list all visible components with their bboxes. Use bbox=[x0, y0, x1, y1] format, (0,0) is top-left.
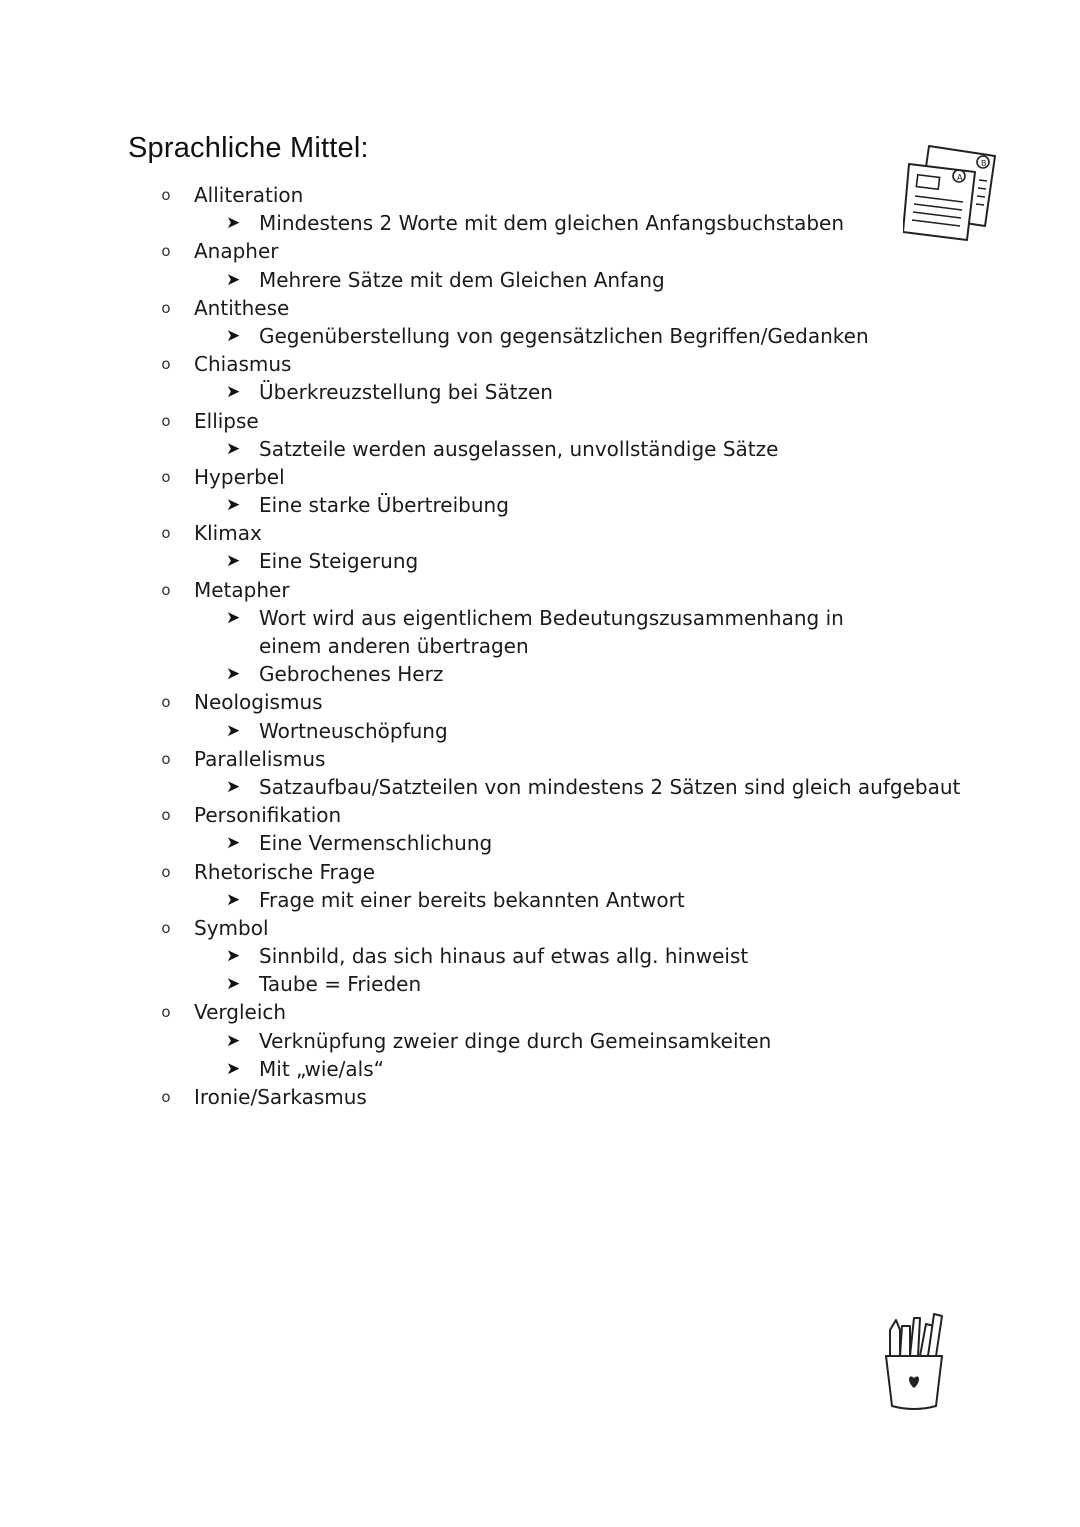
circle-bullet-icon: o bbox=[161, 749, 171, 768]
arrow-bullet-icon: ➤ bbox=[226, 213, 241, 234]
term-label: Neologismus bbox=[194, 690, 323, 715]
term-label: Hyperbel bbox=[194, 464, 285, 489]
term-detail bbox=[160, 1055, 960, 1083]
detail-text: Mindestens 2 Worte mit dem gleichen Anfangsbuchstaben bbox=[259, 211, 845, 236]
detail-text: Gebrochenes Herz bbox=[259, 662, 444, 687]
term-item bbox=[160, 998, 960, 1026]
term-label: Alliteration bbox=[194, 183, 304, 207]
circle-bullet-icon: o bbox=[161, 918, 171, 937]
arrow-bullet-icon: ➤ bbox=[226, 438, 241, 459]
pencil-cup-icon bbox=[880, 1310, 950, 1414]
detail-text: Gegenüberstellung von gegensätzlichen Begriffen/Gedanken bbox=[259, 323, 869, 348]
detail-text: Verknüpfung zweier dinge durch Gemeinsamkeiten bbox=[259, 1028, 772, 1053]
detail-text: Überkreuzstellung bei Sätzen bbox=[259, 380, 553, 405]
page-title: Sprachliche Mittel: bbox=[128, 132, 369, 164]
term-label: Rhetorische Frage bbox=[194, 859, 376, 884]
detail-text: Satzaufbau/Satzteilen von mindestens 2 Sätzen sind gleich aufgebaut bbox=[259, 774, 961, 799]
term-detail bbox=[160, 829, 960, 857]
arrow-bullet-icon: ➤ bbox=[226, 1058, 241, 1079]
term-item bbox=[160, 858, 960, 886]
term-label: Parallelismus bbox=[194, 746, 326, 771]
term-detail bbox=[160, 266, 960, 294]
circle-bullet-icon: o bbox=[161, 862, 171, 881]
svg-text:A: A bbox=[957, 173, 963, 182]
term-label: Vergleich bbox=[194, 1000, 287, 1025]
term-item bbox=[160, 463, 960, 491]
circle-bullet-icon: o bbox=[161, 1003, 171, 1022]
term-item bbox=[160, 181, 960, 209]
term-detail bbox=[160, 209, 960, 237]
term-label: Ironie/Sarkasmus bbox=[194, 1085, 367, 1110]
arrow-bullet-icon: ➤ bbox=[226, 607, 241, 628]
circle-bullet-icon: o bbox=[161, 524, 171, 543]
term-detail bbox=[160, 378, 960, 406]
detail-text: Taube = Frieden bbox=[259, 972, 422, 997]
documents-icon bbox=[903, 142, 1001, 244]
arrow-bullet-icon: ➤ bbox=[226, 946, 241, 967]
arrow-bullet-icon: ➤ bbox=[226, 664, 241, 685]
detail-text: Satzteile werden ausgelassen, unvollständige Sätze bbox=[259, 436, 779, 461]
arrow-bullet-icon: ➤ bbox=[226, 495, 241, 516]
term-detail bbox=[160, 942, 960, 970]
detail-text: Mehrere Sätze mit dem Gleichen Anfang bbox=[259, 267, 665, 292]
detail-text: Eine starke Übertreibung bbox=[259, 493, 509, 518]
arrow-bullet-icon: ➤ bbox=[226, 720, 241, 741]
arrow-bullet-icon: ➤ bbox=[226, 551, 241, 572]
circle-bullet-icon: o bbox=[161, 467, 171, 486]
term-label: Ellipse bbox=[194, 408, 259, 433]
term-item bbox=[160, 688, 960, 716]
term-item bbox=[160, 237, 960, 265]
circle-bullet-icon: o bbox=[161, 355, 171, 374]
term-detail bbox=[160, 435, 960, 463]
arrow-bullet-icon: ➤ bbox=[226, 833, 241, 854]
term-item bbox=[160, 294, 960, 322]
circle-bullet-icon: o bbox=[161, 186, 171, 204]
term-detail bbox=[160, 773, 960, 801]
term-detail bbox=[160, 970, 960, 998]
term-label: Anapher bbox=[194, 239, 279, 264]
term-detail bbox=[160, 886, 960, 914]
term-detail bbox=[160, 604, 960, 660]
term-label: Metapher bbox=[194, 577, 290, 602]
arrow-bullet-icon: ➤ bbox=[226, 974, 241, 995]
term-item bbox=[160, 407, 960, 435]
term-item bbox=[160, 576, 960, 604]
circle-bullet-icon: o bbox=[161, 1088, 171, 1107]
term-detail bbox=[160, 660, 960, 688]
term-item bbox=[160, 745, 960, 773]
detail-text: Frage mit einer bereits bekannten Antwort bbox=[259, 887, 685, 912]
term-item bbox=[160, 1083, 960, 1111]
term-item bbox=[160, 914, 960, 942]
detail-text: Wort wird aus eigentlichem Bedeutungszusammenhang in einem anderen übertragen bbox=[259, 605, 844, 659]
term-detail bbox=[160, 1027, 960, 1055]
circle-bullet-icon: o bbox=[161, 242, 171, 261]
term-label: Klimax bbox=[194, 521, 262, 546]
detail-text: Eine Vermenschlichung bbox=[259, 831, 493, 856]
term-label: Antithese bbox=[194, 295, 290, 320]
term-detail bbox=[160, 547, 960, 575]
arrow-bullet-icon: ➤ bbox=[226, 889, 241, 910]
stylistic-devices-list bbox=[160, 181, 960, 1111]
circle-bullet-icon: o bbox=[161, 411, 171, 430]
svg-text:B: B bbox=[981, 159, 987, 168]
term-label: Symbol bbox=[194, 915, 269, 940]
term-detail bbox=[160, 717, 960, 745]
term-item bbox=[160, 519, 960, 547]
arrow-bullet-icon: ➤ bbox=[226, 776, 241, 797]
detail-text: Wortneuschöpfung bbox=[259, 718, 448, 743]
detail-text: Sinnbild, das sich hinaus auf etwas allg. hinweist bbox=[259, 944, 749, 969]
term-detail bbox=[160, 491, 960, 519]
term-item bbox=[160, 801, 960, 829]
circle-bullet-icon: o bbox=[161, 298, 171, 317]
arrow-bullet-icon: ➤ bbox=[226, 269, 241, 290]
detail-text: Mit „wie/als“ bbox=[259, 1056, 385, 1081]
term-label: Personifikation bbox=[194, 803, 342, 828]
circle-bullet-icon: o bbox=[161, 806, 171, 825]
term-item bbox=[160, 350, 960, 378]
term-label: Chiasmus bbox=[194, 352, 292, 377]
detail-text: Eine Steigerung bbox=[259, 549, 419, 574]
circle-bullet-icon: o bbox=[161, 693, 171, 712]
circle-bullet-icon: o bbox=[161, 580, 171, 599]
arrow-bullet-icon: ➤ bbox=[226, 1030, 241, 1051]
term-detail bbox=[160, 322, 960, 350]
arrow-bullet-icon: ➤ bbox=[226, 325, 241, 346]
arrow-bullet-icon: ➤ bbox=[226, 382, 241, 403]
